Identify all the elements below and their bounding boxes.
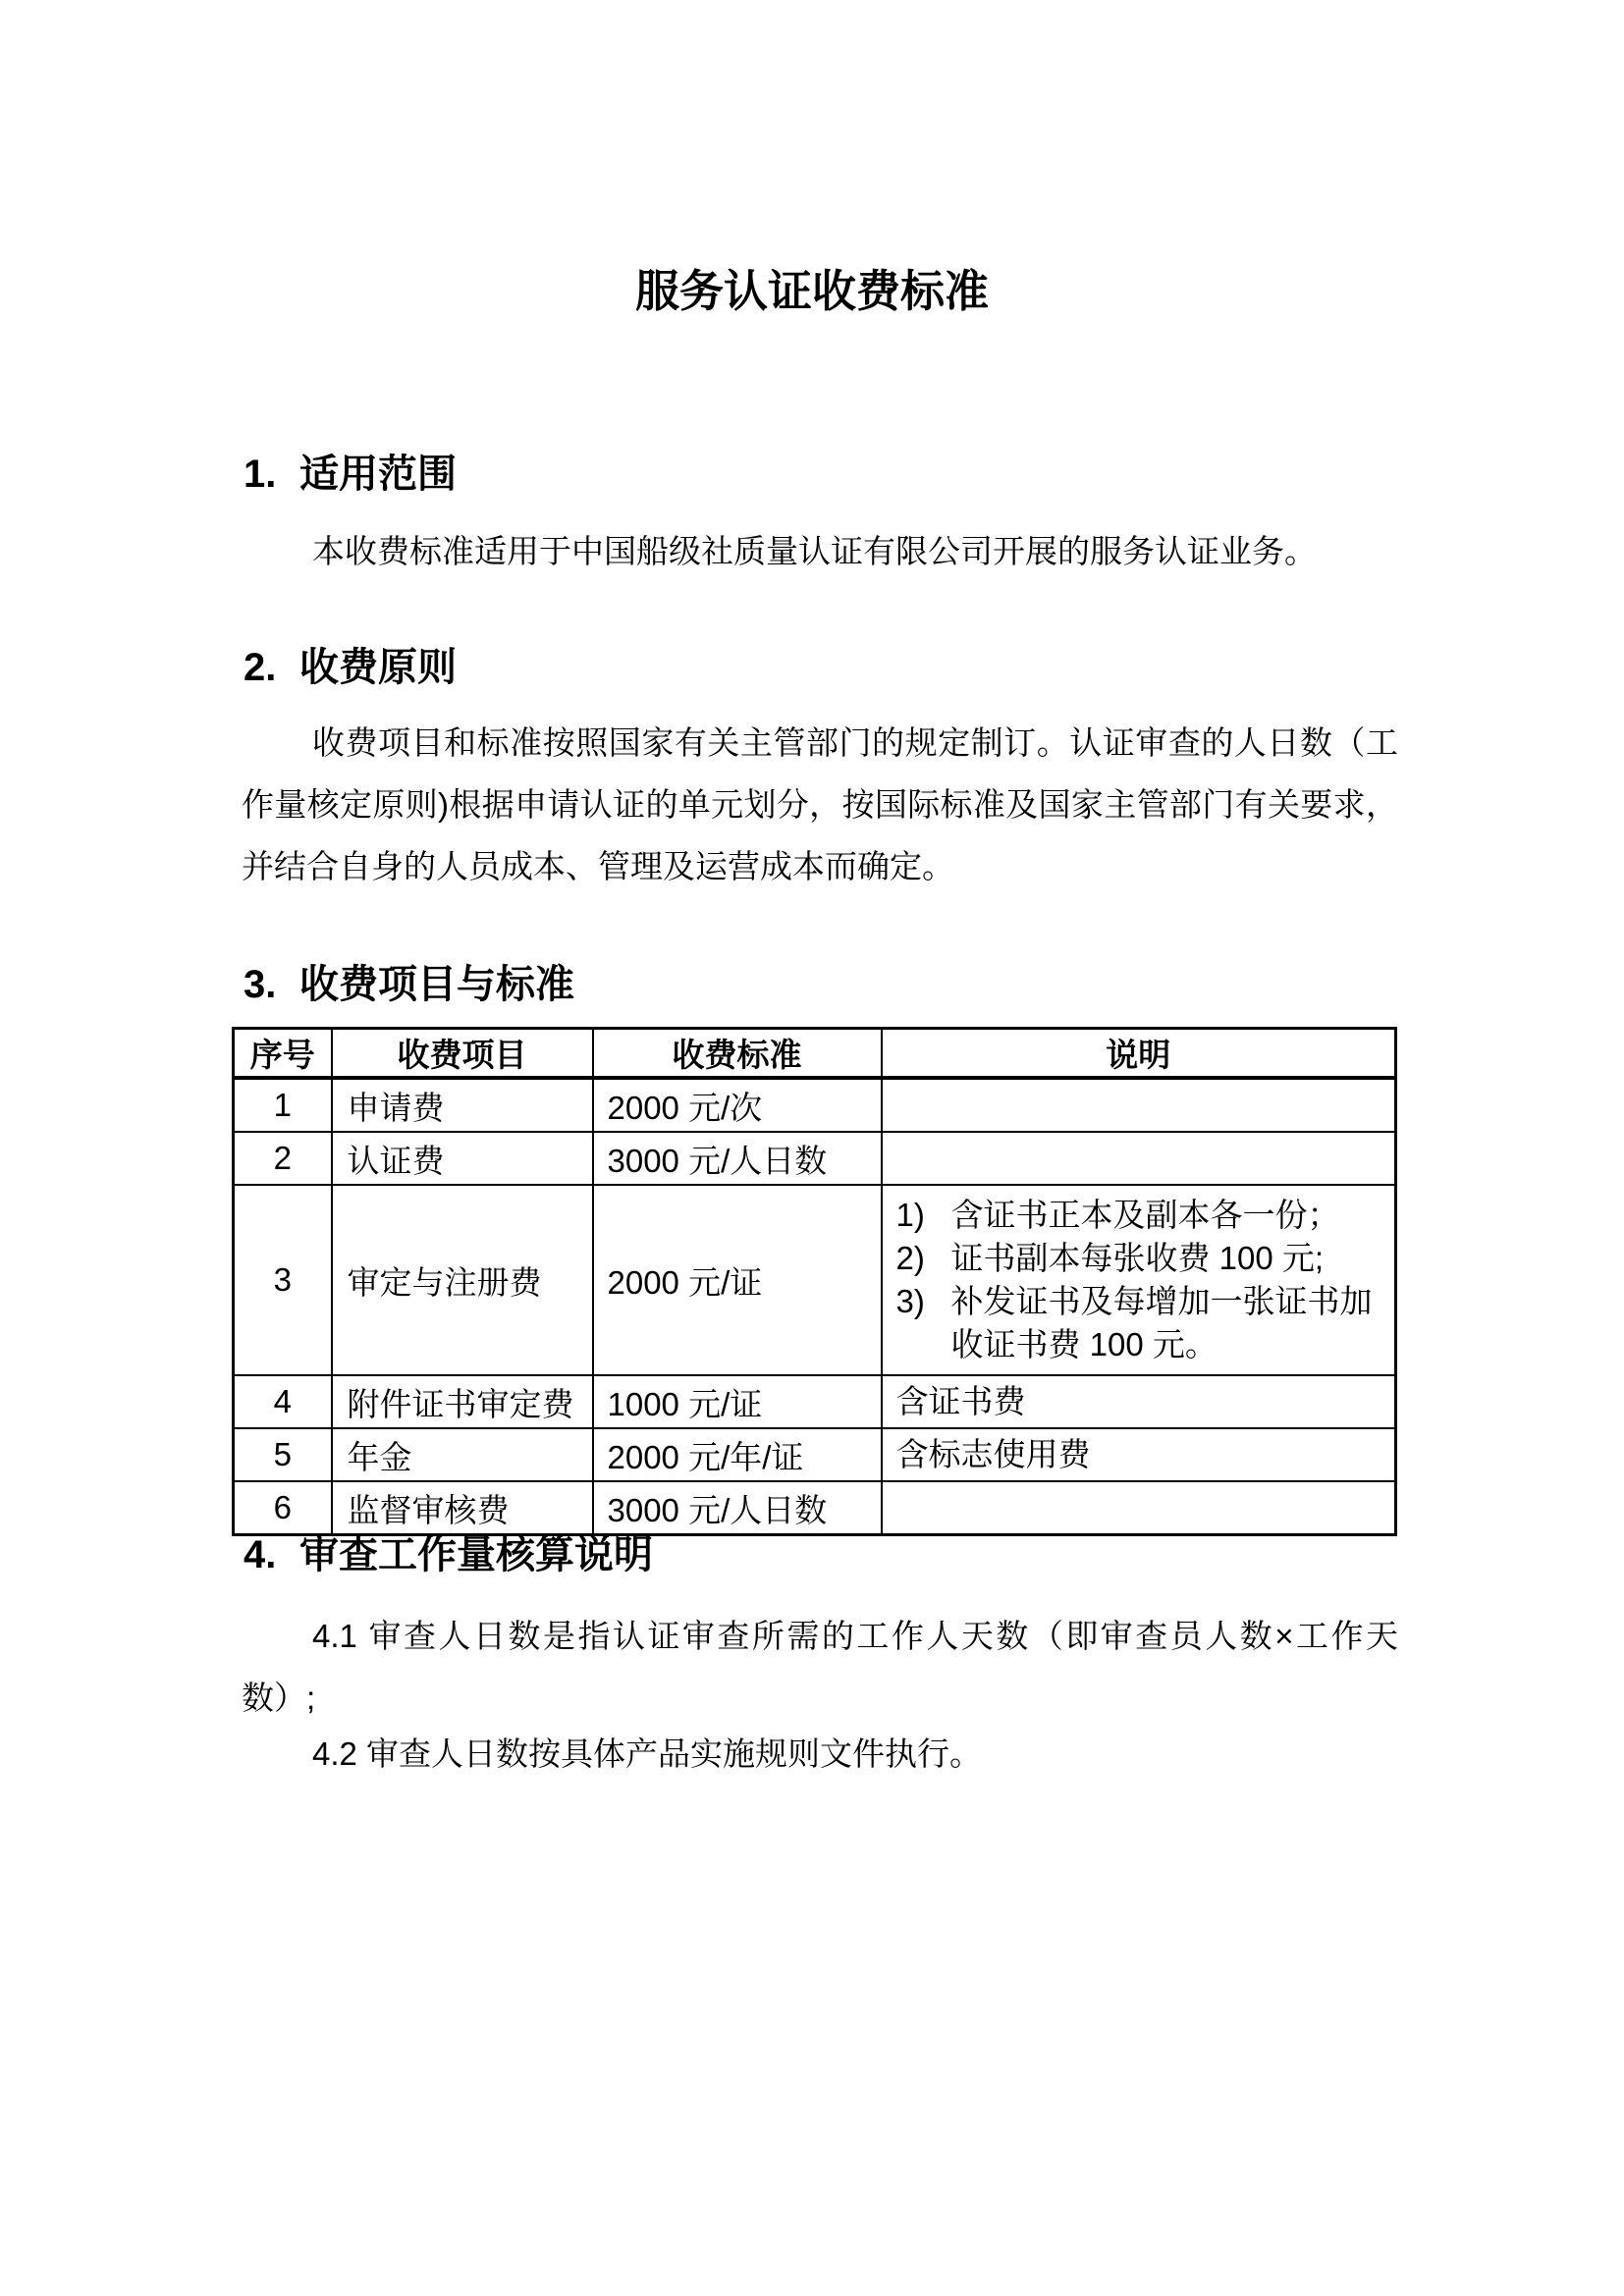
note-text: 补发证书及每增加一张证书加收证书费 100 元。 bbox=[950, 1283, 1373, 1362]
note-line bbox=[896, 1280, 1387, 1366]
section-4-number: 4. bbox=[244, 1533, 277, 1576]
fee-table-row bbox=[234, 1185, 1396, 1375]
fee-table-header-row bbox=[234, 1029, 1396, 1079]
fee-table-row bbox=[234, 1428, 1396, 1481]
note-text: 含证书正本及副本各一份； bbox=[950, 1197, 1340, 1233]
scope-paragraph: 本收费标准适用于中国船级社质量认证有限公司开展的服务认证业务。 bbox=[312, 533, 1317, 569]
section-4-heading bbox=[244, 1533, 653, 1576]
cell-fee-standard: 3000 元/人日数 bbox=[593, 1132, 882, 1185]
section-1-title: 适用范围 bbox=[299, 453, 457, 496]
cell-notes bbox=[882, 1428, 1396, 1481]
cell-fee-standard: 2000 元/年/证 bbox=[593, 1428, 882, 1481]
cell-fee-standard: 3000 元/人日数 bbox=[593, 1481, 882, 1535]
fee-table-row bbox=[234, 1078, 1396, 1132]
col-header-fee-standard: 收费标准 bbox=[593, 1029, 882, 1079]
fee-table-body bbox=[234, 1078, 1396, 1535]
col-header-fee-item: 收费项目 bbox=[332, 1029, 593, 1079]
fee-table-row bbox=[234, 1375, 1396, 1428]
cell-notes bbox=[882, 1481, 1396, 1535]
cell-fee-item: 附件证书审定费 bbox=[332, 1375, 593, 1428]
cell-fee-item: 审定与注册费 bbox=[332, 1185, 593, 1375]
fee-table bbox=[232, 1027, 1397, 1536]
note-marker: 2) bbox=[895, 1240, 925, 1276]
section-4-title: 审查工作量核算说明 bbox=[299, 1533, 653, 1576]
workload-41-paragraph: 4.1 审查人日数是指认证审查所需的工作人天数（即审查员人数×工作天数）; bbox=[242, 1618, 1398, 1716]
cell-fee-item: 监督审核费 bbox=[332, 1481, 593, 1535]
cell-notes bbox=[882, 1185, 1396, 1375]
note-line bbox=[896, 1237, 1387, 1280]
section-3-heading bbox=[244, 963, 574, 1006]
note-line bbox=[896, 1194, 1387, 1237]
note-text: 证书副本每张收费 100 元; bbox=[950, 1240, 1325, 1276]
note-text: 含证书费 bbox=[895, 1383, 1026, 1419]
cell-fee-item: 认证费 bbox=[332, 1132, 593, 1185]
section-3-number: 3. bbox=[244, 963, 277, 1006]
section-1-number: 1. bbox=[244, 453, 277, 496]
col-header-seq-no: 序号 bbox=[234, 1029, 332, 1079]
cell-fee-standard: 1000 元/证 bbox=[593, 1375, 882, 1428]
cell-fee-standard: 2000 元/次 bbox=[593, 1078, 882, 1132]
principle-paragraph: 收费项目和标准按照国家有关主管部门的规定制订。认证审查的人日数（工作量核定原则)根据申请认证的单元划分，按国际标准及国家主管部门有关要求，并结合自身的人员成本、管理及运营成本而确定。 bbox=[242, 724, 1398, 884]
cell-fee-item: 年金 bbox=[332, 1428, 593, 1481]
cell-seq-no: 1 bbox=[234, 1078, 332, 1132]
section-1-heading bbox=[244, 453, 457, 496]
col-header-notes: 说明 bbox=[882, 1029, 1396, 1079]
note-line bbox=[896, 1380, 1387, 1423]
cell-fee-item: 申请费 bbox=[332, 1078, 593, 1132]
cell-fee-standard: 2000 元/证 bbox=[593, 1185, 882, 1375]
note-marker: 1) bbox=[895, 1197, 925, 1233]
cell-seq-no: 3 bbox=[234, 1185, 332, 1375]
cell-seq-no: 4 bbox=[234, 1375, 332, 1428]
fee-table-row bbox=[234, 1481, 1396, 1535]
section-3-title: 收费项目与标准 bbox=[299, 963, 574, 1006]
note-marker: 3) bbox=[895, 1283, 925, 1319]
note-line bbox=[896, 1433, 1387, 1476]
cell-notes bbox=[882, 1132, 1396, 1185]
workload-42-paragraph: 4.2 审查人日数按具体产品实施规则文件执行。 bbox=[312, 1735, 983, 1772]
cell-seq-no: 5 bbox=[234, 1428, 332, 1481]
cell-seq-no: 6 bbox=[234, 1481, 332, 1535]
section-2-number: 2. bbox=[244, 646, 277, 689]
document-title: 服务认证收费标准 bbox=[634, 266, 989, 316]
cell-notes bbox=[882, 1375, 1396, 1428]
section-2-title: 收费原则 bbox=[299, 646, 457, 689]
cell-seq-no: 2 bbox=[234, 1132, 332, 1185]
fee-table-row bbox=[234, 1132, 1396, 1185]
section-2-heading bbox=[244, 646, 457, 689]
cell-notes bbox=[882, 1078, 1396, 1132]
note-text: 含标志使用费 bbox=[895, 1436, 1091, 1472]
